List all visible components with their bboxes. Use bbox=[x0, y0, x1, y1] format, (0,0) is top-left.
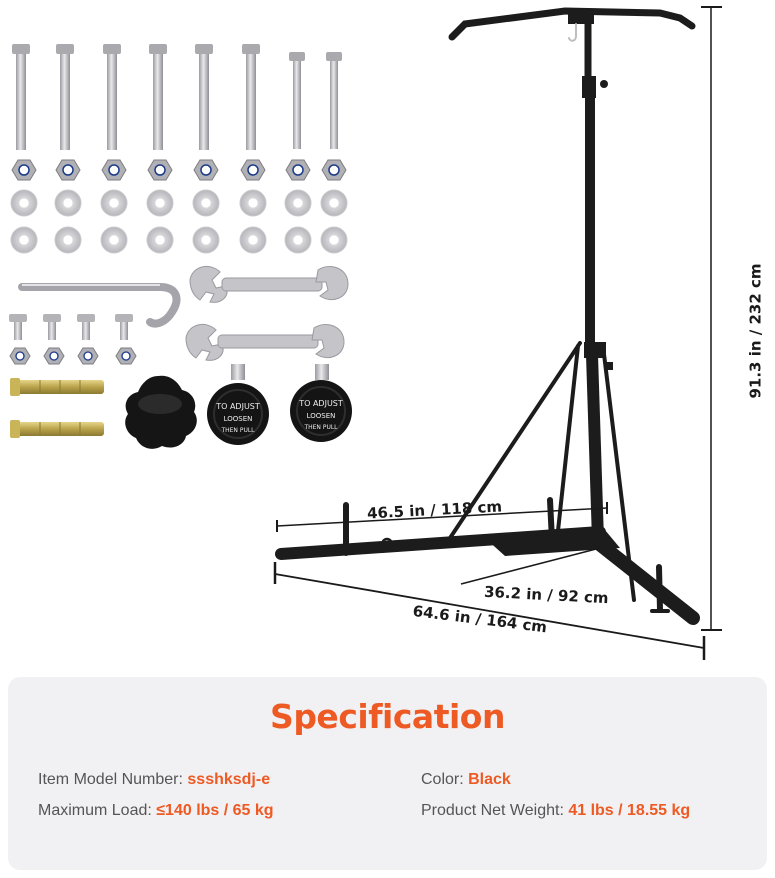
pull-pin-knob-icon bbox=[290, 364, 352, 442]
knob-text-adjust: TO ADJUST bbox=[216, 402, 260, 411]
anchor-bolt-icon bbox=[10, 420, 104, 438]
spec-label: Maximum Load: bbox=[38, 802, 157, 819]
spec-value: 41 lbs / 18.55 kg bbox=[568, 802, 691, 819]
spec-row-weight bbox=[421, 802, 690, 820]
anchor-bolt-icon bbox=[10, 378, 104, 396]
wrench-icon bbox=[186, 324, 344, 360]
spec-row-model bbox=[38, 771, 270, 789]
punching-bag-stand bbox=[281, 10, 693, 618]
knob-text-pull: THEN PULL bbox=[304, 424, 338, 431]
washer-group bbox=[11, 190, 347, 253]
nut-group bbox=[12, 160, 346, 180]
wrench-icon bbox=[190, 266, 348, 302]
spec-label: Item Model Number: bbox=[38, 771, 188, 788]
dimension-length-label: 64.6 in / 164 cm bbox=[411, 602, 549, 637]
knob-text-loosen: LOOSEN bbox=[223, 415, 253, 423]
knob-text-loosen: LOOSEN bbox=[306, 412, 336, 420]
spec-value: ≤140 lbs / 65 kg bbox=[156, 802, 274, 819]
spec-value: ssshksdj-e bbox=[187, 771, 271, 788]
specification-title: Specification bbox=[270, 697, 505, 736]
bolt-icon bbox=[195, 44, 213, 150]
bolt-icon bbox=[289, 52, 305, 149]
spec-label: Product Net Weight: bbox=[421, 802, 569, 819]
spec-label: Color: bbox=[421, 771, 469, 788]
bolt-icon bbox=[103, 44, 121, 150]
dimension-depth-label: 36.2 in / 92 cm bbox=[483, 582, 609, 608]
specification-card bbox=[8, 677, 767, 870]
small-bolt-group bbox=[9, 314, 136, 364]
bolt-icon bbox=[242, 44, 260, 150]
knob-text-pull: THEN PULL bbox=[221, 427, 255, 434]
dimension-width-label: 46.5 in / 118 cm bbox=[366, 497, 503, 523]
spec-row-load bbox=[38, 802, 274, 820]
knob-text-adjust: TO ADJUST bbox=[299, 399, 343, 408]
bolt-icon bbox=[326, 52, 342, 149]
bolt-icon bbox=[56, 44, 74, 150]
spec-value: Black bbox=[468, 771, 511, 788]
bolt-group bbox=[12, 44, 342, 150]
spec-row-color bbox=[421, 771, 511, 789]
dimension-height-label: 91.3 in / 232 cm bbox=[746, 263, 765, 399]
pull-pin-knob-icon bbox=[207, 364, 269, 445]
star-knob-icon bbox=[125, 376, 197, 449]
bolt-icon bbox=[12, 44, 30, 150]
bolt-icon bbox=[149, 44, 167, 150]
